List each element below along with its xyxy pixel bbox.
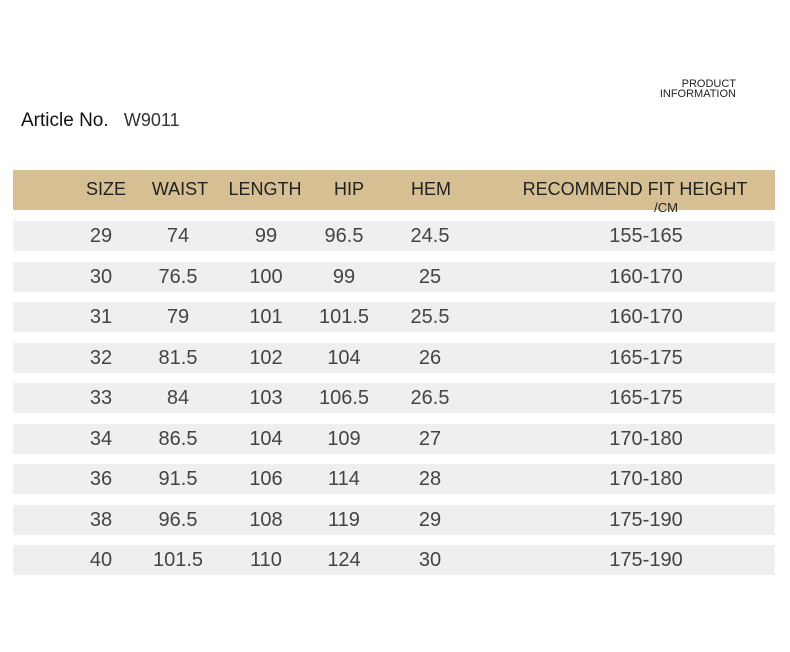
cell-length: 103 [249,387,283,409]
cell-hem: 26 [418,347,442,369]
header-unit: /CM [654,200,678,215]
cell-recommend: 170-180 [609,428,683,450]
header-length: LENGTH [228,179,302,199]
header-hem: HEM [411,179,451,199]
cell-length: 99 [254,225,278,247]
article-label: Article No. [21,110,109,131]
cell-recommend: 175-190 [609,549,683,571]
header-size: SIZE [85,179,126,199]
cell-size: 32 [89,347,113,369]
table-row [13,343,775,373]
cell-waist: 96.5 [158,509,198,531]
table-row [13,262,775,292]
product-information-label [600,79,736,99]
cell-hip: 99 [332,266,356,288]
table-row [13,383,775,413]
cell-hem: 28 [418,468,442,490]
cell-size: 33 [89,387,113,409]
article-value: W9011 [123,110,180,130]
cell-recommend: 155-165 [609,225,683,247]
cell-hip: 109 [327,428,361,450]
cell-recommend: 165-175 [609,347,683,369]
cell-length: 102 [249,347,283,369]
cell-length: 104 [249,428,283,450]
product-info-line2: INFORMATION [659,88,736,100]
table-row [13,505,775,535]
cell-length: 108 [249,509,283,531]
product-info-line1: PRODUCT [681,78,736,90]
cell-hem: 29 [418,509,442,531]
cell-hip: 124 [327,549,361,571]
cell-hip: 106.5 [318,387,370,409]
cell-hem: 26.5 [410,387,450,409]
size-table-header [13,170,775,215]
cell-waist: 84 [166,387,190,409]
table-row [13,545,775,575]
cell-size: 36 [89,468,113,490]
cell-length: 100 [249,266,283,288]
cell-hem: 25.5 [410,306,450,328]
cell-recommend: 160-170 [609,266,683,288]
header-recommend-fit-height: RECOMMEND FIT HEIGHT [522,179,748,199]
cell-hip: 104 [327,347,361,369]
cell-recommend: 175-190 [609,509,683,531]
table-row [13,302,775,332]
cell-recommend: 170-180 [609,468,683,490]
cell-size: 29 [89,225,113,247]
cell-waist: 74 [166,225,190,247]
cell-hem: 25 [418,266,442,288]
cell-waist: 101.5 [152,549,204,571]
cell-size: 30 [89,266,113,288]
header-hip: HIP [333,179,364,199]
header-waist: WAIST [151,179,209,199]
table-row [13,221,775,251]
cell-recommend: 165-175 [609,387,683,409]
cell-size: 40 [89,549,113,571]
cell-hem: 30 [418,549,442,571]
cell-length: 106 [249,468,283,490]
cell-size: 34 [89,428,113,450]
cell-hip: 101.5 [318,306,370,328]
cell-hip: 119 [328,509,360,531]
cell-hip: 96.5 [324,225,364,247]
cell-recommend: 160-170 [609,306,683,328]
cell-waist: 86.5 [158,428,198,450]
cell-waist: 91.5 [158,468,198,490]
cell-waist: 76.5 [158,266,198,288]
table-row [13,424,775,454]
cell-length: 101 [249,306,283,328]
cell-hem: 24.5 [410,225,450,247]
cell-waist: 81.5 [158,347,198,369]
table-row [13,464,775,494]
cell-size: 38 [89,509,113,531]
cell-hem: 27 [418,428,442,450]
cell-length: 110 [250,549,282,571]
article-number [21,110,180,132]
cell-size: 31 [89,306,113,328]
cell-waist: 79 [166,306,190,328]
cell-hip: 114 [328,468,360,490]
